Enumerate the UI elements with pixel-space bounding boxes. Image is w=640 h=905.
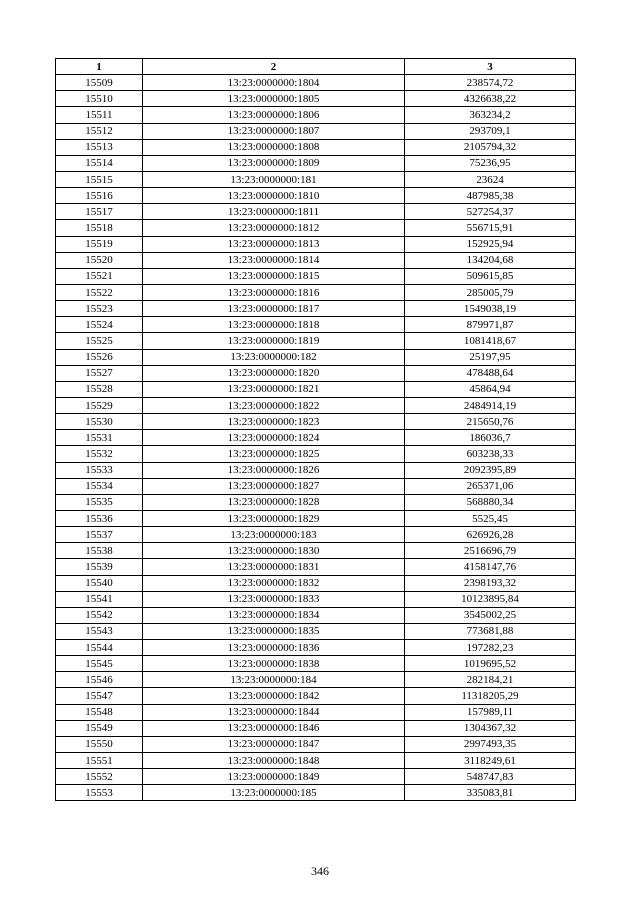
row-number-cell: 15529 [56,397,143,413]
table-row [56,139,576,155]
cadastral-number-cell: 13:23:0000000:1807 [143,123,405,139]
row-number-cell: 15528 [56,381,143,397]
table-row [56,688,576,704]
table-row [56,575,576,591]
row-number-cell: 15513 [56,139,143,155]
table-row [56,349,576,365]
value-cell: 556715,91 [405,220,576,236]
value-cell: 568880,34 [405,494,576,510]
table-row [56,753,576,769]
row-number-cell: 15546 [56,672,143,688]
cadastral-number-cell: 13:23:0000000:1808 [143,139,405,155]
value-cell: 773681,88 [405,623,576,639]
value-cell: 363234,2 [405,107,576,123]
row-number-cell: 15545 [56,656,143,672]
cadastral-number-cell: 13:23:0000000:1824 [143,430,405,446]
cadastral-number-cell: 13:23:0000000:1823 [143,414,405,430]
row-number-cell: 15547 [56,688,143,704]
table-row [56,478,576,494]
row-number-cell: 15535 [56,494,143,510]
row-number-cell: 15540 [56,575,143,591]
table-row [56,171,576,187]
table-row [56,591,576,607]
cadastral-number-cell: 13:23:0000000:1836 [143,640,405,656]
cadastral-number-cell: 13:23:0000000:1838 [143,656,405,672]
table-row [56,414,576,430]
value-cell: 2105794,32 [405,139,576,155]
table-row [56,236,576,252]
cadastral-number-cell: 13:23:0000000:1846 [143,720,405,736]
value-cell: 23624 [405,171,576,187]
table-row [56,333,576,349]
value-cell: 879971,87 [405,317,576,333]
cadastral-number-cell: 13:23:0000000:1842 [143,688,405,704]
row-number-cell: 15520 [56,252,143,268]
cadastral-number-cell: 13:23:0000000:1831 [143,559,405,575]
table-row [56,527,576,543]
cadastral-number-cell: 13:23:0000000:1847 [143,736,405,752]
table-row [56,188,576,204]
table-row [56,268,576,284]
cadastral-number-cell: 13:23:0000000:1805 [143,91,405,107]
cadastral-number-cell: 13:23:0000000:1810 [143,188,405,204]
row-number-cell: 15512 [56,123,143,139]
cadastral-number-cell: 13:23:0000000:1816 [143,284,405,300]
table-row [56,204,576,220]
table-row [56,252,576,268]
value-cell: 2997493,35 [405,736,576,752]
table-row [56,510,576,526]
row-number-cell: 15525 [56,333,143,349]
value-cell: 335083,81 [405,785,576,801]
row-number-cell: 15536 [56,510,143,526]
cadastral-number-cell: 13:23:0000000:1828 [143,494,405,510]
cadastral-number-cell: 13:23:0000000:184 [143,672,405,688]
row-number-cell: 15524 [56,317,143,333]
cadastral-number-cell: 13:23:0000000:1809 [143,155,405,171]
row-number-cell: 15523 [56,301,143,317]
value-cell: 2398193,32 [405,575,576,591]
table-row [56,656,576,672]
row-number-cell: 15511 [56,107,143,123]
row-number-cell: 15543 [56,623,143,639]
row-number-cell: 15532 [56,446,143,462]
row-number-cell: 15539 [56,559,143,575]
value-cell: 238574,72 [405,75,576,91]
table-row [56,155,576,171]
value-cell: 25197,95 [405,349,576,365]
cadastral-number-cell: 13:23:0000000:1825 [143,446,405,462]
row-number-cell: 15515 [56,171,143,187]
table-row [56,381,576,397]
row-number-cell: 15538 [56,543,143,559]
table-row [56,462,576,478]
row-number-cell: 15553 [56,785,143,801]
value-cell: 215650,76 [405,414,576,430]
table-row [56,75,576,91]
row-number-cell: 15549 [56,720,143,736]
table-row [56,720,576,736]
value-cell: 1081418,67 [405,333,576,349]
row-number-cell: 15530 [56,414,143,430]
value-cell: 186036,7 [405,430,576,446]
cadastral-value-table [55,58,576,801]
row-number-cell: 15533 [56,462,143,478]
cadastral-number-cell: 13:23:0000000:1832 [143,575,405,591]
value-cell: 265371,06 [405,478,576,494]
value-cell: 10123895,84 [405,591,576,607]
value-cell: 285005,79 [405,284,576,300]
header-row [56,59,576,75]
cadastral-number-cell: 13:23:0000000:1821 [143,381,405,397]
value-cell: 1549038,19 [405,301,576,317]
table-row [56,430,576,446]
value-cell: 603238,33 [405,446,576,462]
cadastral-number-cell: 13:23:0000000:1829 [143,510,405,526]
value-cell: 487985,38 [405,188,576,204]
cadastral-number-cell: 13:23:0000000:1811 [143,204,405,220]
column-header-2: 2 [143,59,405,75]
table-row [56,107,576,123]
value-cell: 1019695,52 [405,656,576,672]
value-cell: 11318205,29 [405,688,576,704]
cadastral-number-cell: 13:23:0000000:1820 [143,365,405,381]
cadastral-number-cell: 13:23:0000000:1819 [143,333,405,349]
row-number-cell: 15531 [56,430,143,446]
cadastral-number-cell: 13:23:0000000:1804 [143,75,405,91]
table-row [56,769,576,785]
table-row [56,446,576,462]
row-number-cell: 15526 [56,349,143,365]
table-row [56,704,576,720]
cadastral-number-cell: 13:23:0000000:1834 [143,607,405,623]
value-cell: 626926,28 [405,527,576,543]
cadastral-number-cell: 13:23:0000000:1814 [143,252,405,268]
cadastral-number-cell: 13:23:0000000:1822 [143,397,405,413]
table-row [56,317,576,333]
table-row [56,301,576,317]
cadastral-number-cell: 13:23:0000000:185 [143,785,405,801]
row-number-cell: 15521 [56,268,143,284]
value-cell: 293709,1 [405,123,576,139]
column-header-1: 1 [56,59,143,75]
table-header [56,59,576,75]
value-cell: 2516696,79 [405,543,576,559]
column-header-3: 3 [405,59,576,75]
table-row [56,607,576,623]
cadastral-number-cell: 13:23:0000000:1815 [143,268,405,284]
table-row [56,736,576,752]
row-number-cell: 15514 [56,155,143,171]
value-cell: 5525,45 [405,510,576,526]
cadastral-number-cell: 13:23:0000000:1830 [143,543,405,559]
cadastral-number-cell: 13:23:0000000:1813 [143,236,405,252]
cadastral-number-cell: 13:23:0000000:1812 [143,220,405,236]
row-number-cell: 15517 [56,204,143,220]
cadastral-number-cell: 13:23:0000000:1826 [143,462,405,478]
table-row [56,220,576,236]
cadastral-number-cell: 13:23:0000000:1849 [143,769,405,785]
value-cell: 134204,68 [405,252,576,268]
row-number-cell: 15510 [56,91,143,107]
cadastral-number-cell: 13:23:0000000:1806 [143,107,405,123]
value-cell: 527254,37 [405,204,576,220]
value-cell: 4158147,76 [405,559,576,575]
page-number: 346 [311,864,329,878]
cadastral-number-cell: 13:23:0000000:182 [143,349,405,365]
value-cell: 509615,85 [405,268,576,284]
table-row [56,785,576,801]
value-cell: 478488,64 [405,365,576,381]
table-row [56,397,576,413]
cadastral-number-cell: 13:23:0000000:1827 [143,478,405,494]
row-number-cell: 15534 [56,478,143,494]
table-row [56,640,576,656]
table-row [56,365,576,381]
row-number-cell: 15544 [56,640,143,656]
row-number-cell: 15522 [56,284,143,300]
value-cell: 3545002,25 [405,607,576,623]
cadastral-number-cell: 13:23:0000000:1835 [143,623,405,639]
table-body [56,75,576,801]
row-number-cell: 15516 [56,188,143,204]
cadastral-number-cell: 13:23:0000000:1818 [143,317,405,333]
value-cell: 2092395,89 [405,462,576,478]
table-row [56,543,576,559]
value-cell: 3118249,61 [405,753,576,769]
value-cell: 282184,21 [405,672,576,688]
value-cell: 1304367,32 [405,720,576,736]
row-number-cell: 15551 [56,753,143,769]
row-number-cell: 15548 [56,704,143,720]
row-number-cell: 15537 [56,527,143,543]
cadastral-number-cell: 13:23:0000000:183 [143,527,405,543]
cadastral-number-cell: 13:23:0000000:1844 [143,704,405,720]
cadastral-number-cell: 13:23:0000000:1833 [143,591,405,607]
value-cell: 75236,95 [405,155,576,171]
cadastral-number-cell: 13:23:0000000:1817 [143,301,405,317]
row-number-cell: 15542 [56,607,143,623]
value-cell: 548747,83 [405,769,576,785]
value-cell: 2484914,19 [405,397,576,413]
cadastral-number-cell: 13:23:0000000:1848 [143,753,405,769]
table-row [56,672,576,688]
value-cell: 45864,94 [405,381,576,397]
table-row [56,623,576,639]
table-row [56,284,576,300]
row-number-cell: 15519 [56,236,143,252]
table-row [56,123,576,139]
row-number-cell: 15552 [56,769,143,785]
row-number-cell: 15518 [56,220,143,236]
value-cell: 4326638,22 [405,91,576,107]
table-row [56,494,576,510]
table-row [56,91,576,107]
value-cell: 157989,11 [405,704,576,720]
row-number-cell: 15509 [56,75,143,91]
row-number-cell: 15550 [56,736,143,752]
value-cell: 152925,94 [405,236,576,252]
cadastral-number-cell: 13:23:0000000:181 [143,171,405,187]
value-cell: 197282,23 [405,640,576,656]
row-number-cell: 15541 [56,591,143,607]
row-number-cell: 15527 [56,365,143,381]
table-row [56,559,576,575]
